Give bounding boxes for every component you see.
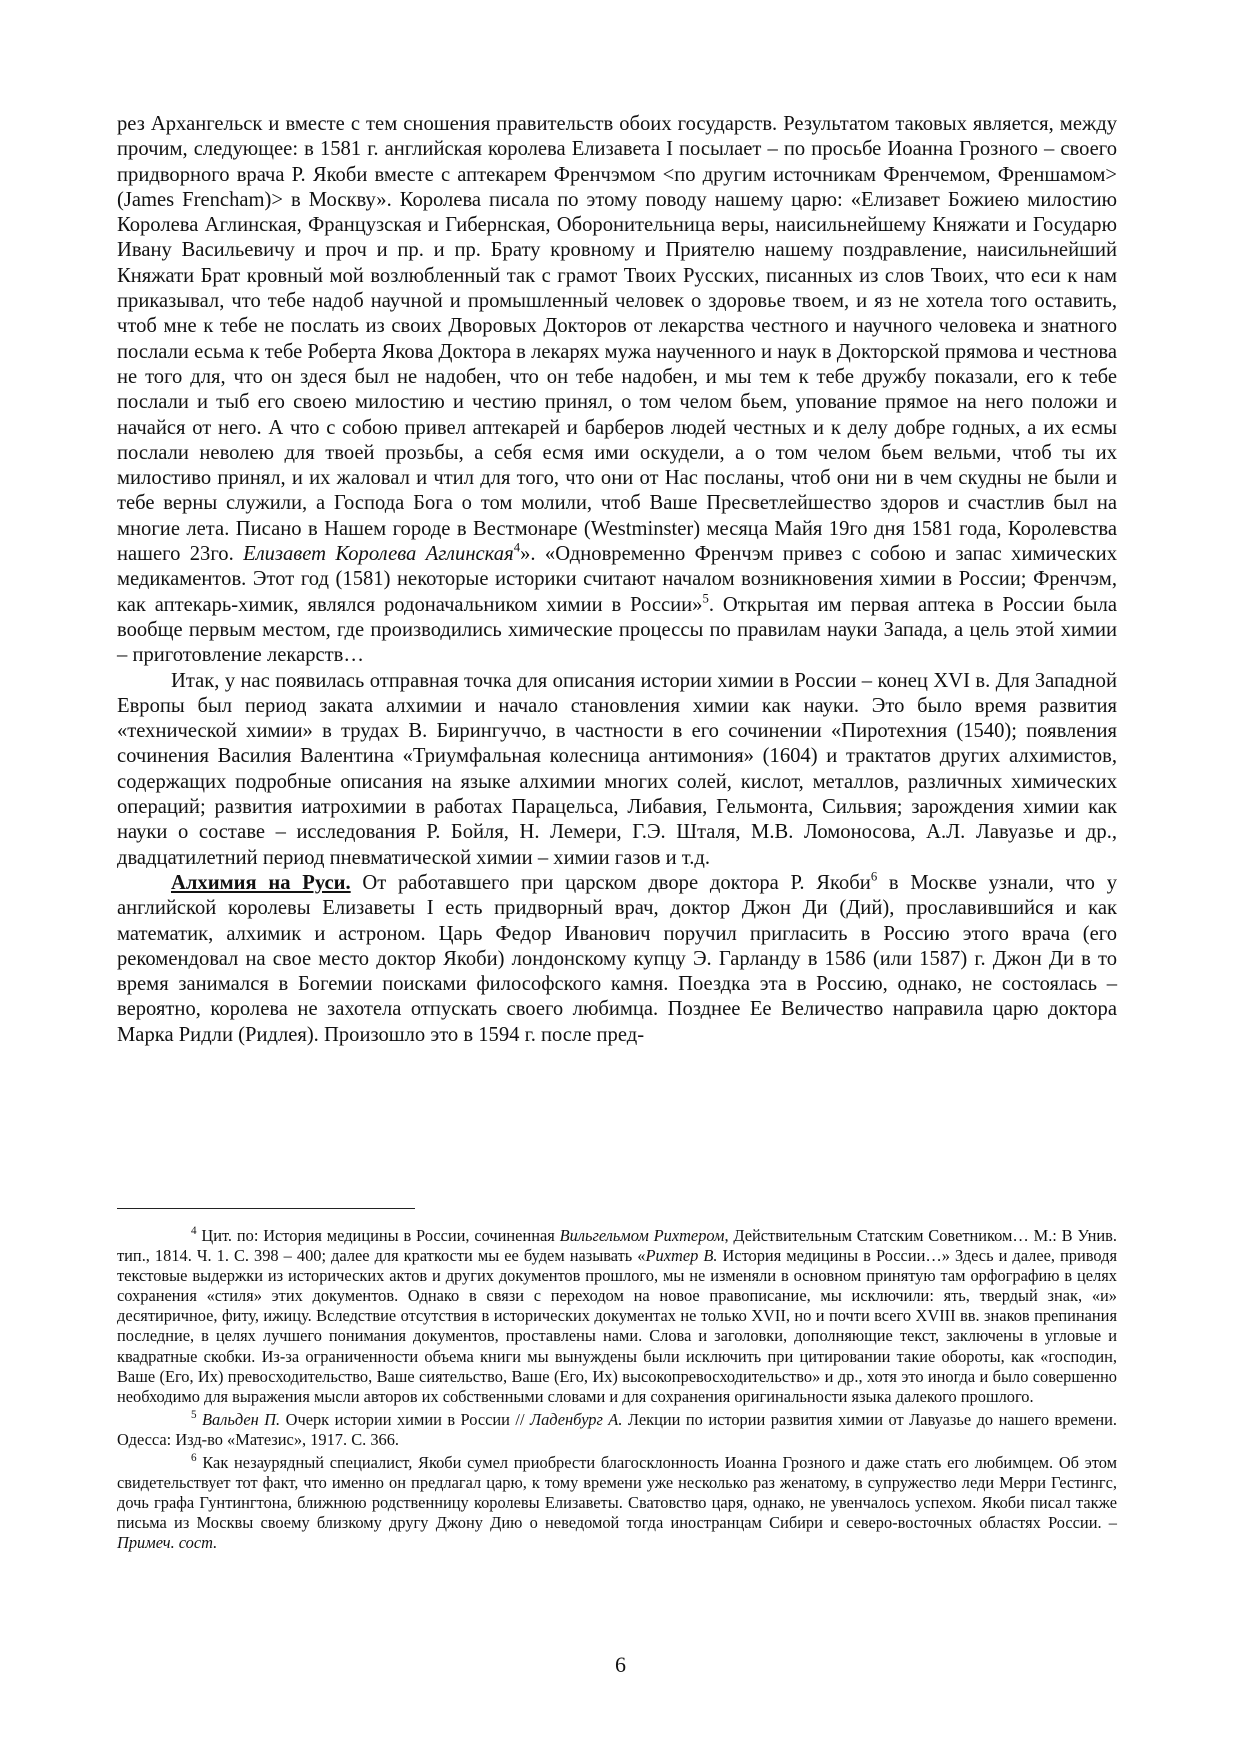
footnote-ref-6: 6 (870, 869, 878, 884)
main-text (117, 112, 1117, 1048)
footnote-separator (117, 1208, 415, 1209)
footnote-ref-5: 5 (702, 591, 709, 606)
paragraph-3: Алхимия на Руси. От работавшего при царском дворе доктора Р. Якоби$^6$ в Москве узнали, что у английской королевы Елизаветы I есть придворный врач, доктор Джон Ди (Дий), прославившийся и как математик, алхимик и астроном. Царь Федор Иванович поручил пригласить в Россию этого врача (его рекомендовал на свое место доктор Якоби) лондонскому купцу Э. Гарланду в 1586 (или 1587) г. Джон Ди в то время занимался в Богемии поисками философского камня. Поездка эта в Россию, однако, не состоялась – вероятно, королева не захотела отпускать своего любимца. Позднее Ее Величество направила царю доктора Марка Ридли (Ридлея). Произошло это в 1594 г. после пред- (117, 869, 1117, 1046)
footnote-mark: 4 (191, 1224, 197, 1237)
paragraph-1: рез Архангельск и вместе с тем сношения правительств обоих государств. Результатом таковых является, между прочим, следующее: в 1581 г. английская королева Елизавета I посылает – по просьбе Иоанна Грозного – своего придворного врача Р. Якоби вместе с аптекарем Френчэмом <по другим источникам Френчемом, Френшамом> (James Frencham)> в Москву». Королева писала по этому поводу нашему царю: «Елизавет Божиею милостию Королева Аглинская, Французская и Гибернская, Оборонительница веры, наисильнейшему Княжати и Государю Ивану Васильевичу и проч и пр. и пр. Брату кровному и Приятелю нашему поздравление, наисильнейший Княжати Брат кровный мой возлюбленный так с грамот Твоих Русских, писанных из слов Твоих, что еси к нам приказывал, что тебе надоб научной и промышленный человек о здоровье твоем, и яз не хотела того оставить, чтоб мне к тебе не послать из своих Дворовых Докторов от лекарства честного и научного человека и знатного послали есьма к тебе Роберта Якова Доктора в лекарях мужа наученного и наук в Докторской прямова и честнова не того для, что он здеся был не надобен, что он тебе надобен, и мы тем к тебе дружбу показали, его к тебе послали и тыб его своею милостию и честию принял, о том челом бьем, упование прямое на него положи и начайся от него. А что с собою привел аптекарей и барберов людей честных и к делу добре годных, а их есмы послали неволею для твоей прозьбы, а себя есмя ими оскудели, а о том челом бьем вельми, чтоб ты их милостиво принял, и их жаловал и чтил для того, что они от Нас посланы, чтоб они ни в чем скудны не были и тебе верны служили, а Господа Бога о том молили, чтоб Ваше Пресветлейшество здоров и счастлив был на многие лета. Писано в Нашем городе в Вестмонаре (Westminster) месяца Майя 19го дня 1581 года, Королевства нашего 23го. Елизавет Королева Аглинская$^4$». «Одновременно Френчэм привез с собою и запас химических медикаментов. Этот год (1581) некоторые историки считают началом возникновения химии в России; Френчэм, как аптекарь-химик, являлся родоначальником химии в России»$^5$. Открытая им первая аптека в России была вообще первым местом, где производились химические процессы по правилам науки Запада, а цель этой химии – приготовление лекарств… (117, 113, 1118, 667)
footnote-5: $^5$ Вальден П. Очерк истории химии в России // Ладенбург А. Лекции по истории развития химии от Лавуазье до нашего времени. Одесса: Изд-во «Матезис», 1917. С. 366. (117, 1408, 1117, 1449)
signature-italic: Елизавет Королева Аглинская (243, 543, 514, 566)
page-number: 6 (615, 1652, 626, 1677)
footnotes (117, 1226, 1117, 1557)
footnote-ref-4: 4 (513, 540, 521, 555)
footnote-mark: 6 (191, 1451, 197, 1464)
footnote-4: $^4$ Цит. по: История медицины в России, сочиненная Вильгельмом Рихтером, Действительным Статским Советником… М.: В Унив. тип., 1814. Ч. 1. С. 398 – 400; далее для краткости мы ее будем называть «Рихтер В. История медицины в России…» Здесь и далее, приводя текстовые выдержки из исторических актов и других документов прошлого, мы не изменяли в основном принятую там орфографию в целях сохранения «стиля» этих документов. Однако в связи с переходом на новое правописание, мы исключили: ять, твердый знак, «и» десятиричное, фиту, ижицу. Вследствие отсутствия в исторических документах не только XVII, но и почти всего XVIII вв. знаков препинания последние, в целях лучшего понимания документов, проставлены нами. Слова и заголовки, дополняющие текст, заключены в угловые и квадратные скобки. Из-за ограниченности объема книги мы вынуждены были исключить при цитировании такие обороты, как «господин, Ваше (Его, Их) превосходительство, Ваше сиятельство, Ваше (Его, Их) высокопревосходительство» и др., хотя это иногда и было совершенно необходимо для выражения мысли авторов их собственными словами и для сохранения оригинальности языка далекого прошлого. (117, 1224, 1117, 1406)
footnote-mark: 5 (191, 1408, 197, 1421)
section-heading: Алхимия на Руси. (171, 871, 351, 894)
paragraph-2: Итак, у нас появилась отправная точка для описания истории химии в России – конец XVI в. Для Западной Европы был период заката алхимии и начало становления химии как науки. Это было время развития «технической химии» в трудах В. Бирингуччо, в частности в его сочинении «Пиротехния (1540); появления сочинения Василия Валентина «Триумфальная колесница антимония» (1604) и трактатов других алхимистов, содержащих подробные описания на языке алхимии многих солей, кислот, металлов, различных химических операций; развития иатрохимии в работах Парацельса, Либавия, Гельмонта, Сильвия; зарождения химии как науки о составе – исследования Р. Бойля, Н. Лемери, Г.Э. Шталя, М.В. Ломоносова, А.Л. Лавуазье и др., двадцатилетний период пневматической химии – химии газов и т.д. (117, 669, 1117, 869)
footnote-6: $^6$ Как незаурядный специалист, Якоби сумел приобрести благосклонность Иоанна Грозного и даже стать его любимцем. Об этом свидетельствует тот факт, что именно он предлагал царю, к тому времени уже несколько раз женатому, в супружество леди Мерри Гестингс, дочь графа Гунтингтона, ближнюю родственницу королевы Елизаветы. Сватовство царя, однако, не увенчалось успехом. Якоби писал также письма из Москвы своему близкому другу Джону Дию о неведомой тогда иностранцам Сибири и северо-восточных областях России. – Примеч. сост. (117, 1451, 1117, 1553)
